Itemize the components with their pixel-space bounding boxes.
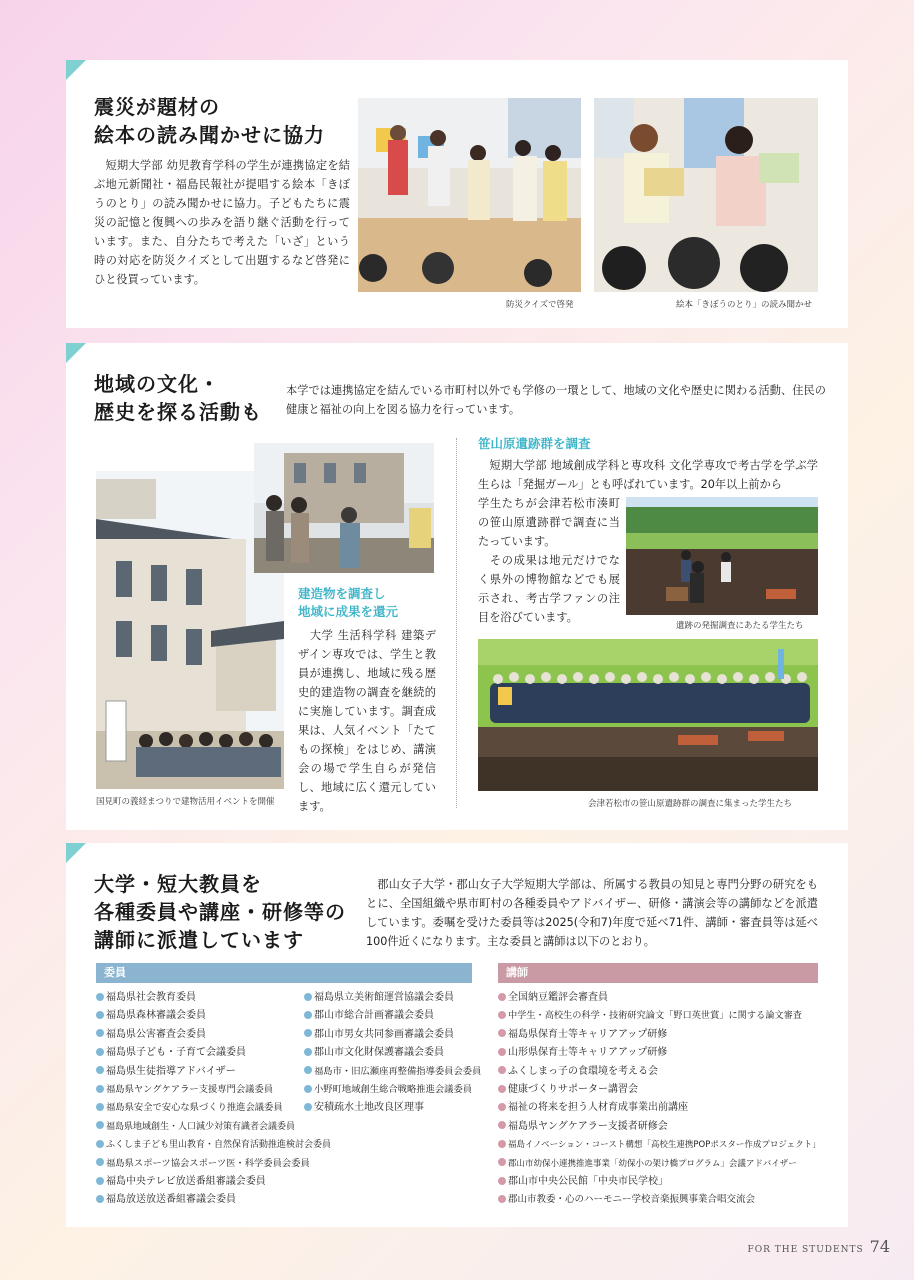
section-disaster-picturebook xyxy=(66,60,848,328)
section2-title-line1: 地域の文化・ xyxy=(94,372,220,396)
list-item: 全国納豆鑑評会審査員 xyxy=(498,989,821,1007)
committee-list-col1 xyxy=(96,989,331,1210)
section1-title-line1: 震災が題材の xyxy=(94,95,220,119)
section2-sub1-body: 大学 生活科学科 建築デザイン専攻では、学生と教員が連携し、地域に残る歴史的建造物の調査を継続的に実施しています。調査成果は、人気イベント「たてもの探検」をはじめ、講演会の場で学生自らが発信し、地域に広く還元しています。 xyxy=(298,629,436,813)
subhead-sasayamahara: 笹山原遺跡群を調査 xyxy=(478,436,591,451)
section-faculty-dispatch xyxy=(66,843,848,1227)
corner-accent xyxy=(66,343,86,363)
list-item: 郡山市男女共同参画審議会委員 xyxy=(304,1026,481,1044)
photo-group-at-site xyxy=(478,639,818,791)
photo-group-at-site-image xyxy=(478,639,818,791)
section2-title-line2: 歴史を探る活動も xyxy=(94,400,262,424)
committee-list-col2 xyxy=(304,989,481,1118)
section2-intro: 本学では連携協定を結んでいる市町村以外でも学修の一環として、地域の文化や歴史に関わる活動、住民の健康と福祉の向上を図る協力を行っています。 xyxy=(286,384,826,416)
list-item: 福島県安全で安心な県づくり推進会議委員 xyxy=(96,1099,331,1117)
list-item: 福島県生徒指導アドバイザー xyxy=(96,1063,331,1081)
list-item: 福祉の将来を担う人材育成事業出前講座 xyxy=(498,1099,821,1117)
list-item: 郡山市教委・心のハーモニー学校音楽振興事業合唱交流会 xyxy=(498,1191,821,1209)
caption-disaster-quiz: 防災クイズで啓発 xyxy=(506,300,574,310)
list-item: 福島県社会教育委員 xyxy=(96,989,331,1007)
list-item: 安積疏水土地改良区理事 xyxy=(304,1099,481,1117)
list-item: 郡山市中央公民館「中央市民学校」 xyxy=(498,1173,821,1191)
list-item: 福島放送放送番組審議会委員 xyxy=(96,1191,331,1209)
section3-title-line3: 講師に派遣しています xyxy=(94,928,304,952)
list-item: 福島県スポーツ協会スポーツ医・科学委員会委員 xyxy=(96,1155,331,1173)
list-item: 郡山市総合計画審議会委員 xyxy=(304,1007,481,1025)
list-item: 福島中央テレビ放送番組審議会委員 xyxy=(96,1173,331,1191)
list-item: 郡山市幼保小連携推進事業「幼保小の架け橋プログラム」会議アドバイザー xyxy=(498,1155,821,1173)
caption-historic-building: 国見町の義経まつりで建物活用イベントを開催 xyxy=(96,797,275,807)
list-item: 福島県ヤングケアラー支援者研修会 xyxy=(498,1118,821,1136)
page-number: 74 xyxy=(869,1237,890,1256)
section3-title-line1: 大学・短大教員を xyxy=(94,872,262,896)
section2-sub2-body1: 短期大学部 地域創成学科と専攻科 文化学専攻で考古学を学ぶ学生らは「発掘ガール」とも呼ばれています。20年以上前から xyxy=(478,459,818,491)
list-item: 福島県子ども・子育て会議委員 xyxy=(96,1044,331,1062)
subhead-building-survey-line2: 地域に成果を還元 xyxy=(298,604,399,619)
list-item: 福島県公害審査会委員 xyxy=(96,1026,331,1044)
photo-disaster-quiz xyxy=(358,98,581,292)
photo-picturebook-reading xyxy=(594,98,818,292)
footer-label: FOR THE STUDENTS xyxy=(747,1245,864,1255)
list-item: 福島イノベーション・コースト構想「高校生連携POPポスター作成プロジェクト」 xyxy=(498,1136,821,1154)
list-item: 福島市・旧広瀬座再整備指導委員会委員 xyxy=(304,1063,481,1081)
list-item: 福島県地域創生・人口減少対策有識者会議委員 xyxy=(96,1118,331,1136)
list-item: 郡山市文化財保護審議会委員 xyxy=(304,1044,481,1062)
list-item: 福島県保育士等キャリアアップ研修 xyxy=(498,1026,821,1044)
list-item: 小野町地域創生総合戦略推進会議委員 xyxy=(304,1081,481,1099)
subhead-building-survey-line1: 建造物を調査し xyxy=(298,586,386,601)
list-item: 山形県保育士等キャリアアップ研修 xyxy=(498,1044,821,1062)
photo-excavation xyxy=(626,497,818,615)
photo-building-survey xyxy=(254,443,434,573)
committee-header: 委員 xyxy=(96,963,472,983)
corner-accent xyxy=(66,60,86,80)
photo-picturebook-reading-image xyxy=(594,98,818,292)
list-item: 福島県森林審議会委員 xyxy=(96,1007,331,1025)
section3-title-line2: 各種委員や講座・研修等の xyxy=(94,900,346,924)
photo-excavation-image xyxy=(626,497,818,615)
list-item: ふくしまっ子の食環境を考える会 xyxy=(498,1063,821,1081)
photo-building-survey-image xyxy=(254,443,434,573)
section1-title-line2: 絵本の読み聞かせに協力 xyxy=(94,123,325,147)
caption-group-at-site: 会津若松市の笹山原遺跡群の調査に集まった学生たち xyxy=(588,799,793,809)
page-footer xyxy=(748,1237,890,1256)
section-local-culture-history xyxy=(66,343,848,830)
caption-excavation: 遺跡の発掘調査にあたる学生たち xyxy=(676,621,804,631)
list-item: 福島県立美術館運営協議会委員 xyxy=(304,989,481,1007)
list-item: 中学生・高校生の科学・技術研究論文「野口英世賞」に関する論文審査 xyxy=(498,1007,821,1025)
list-item: 福島県ヤングケアラー支援専門会議委員 xyxy=(96,1081,331,1099)
section2-sub2-body2: 学生たちが会津若松市湊町の笹山原遺跡群で調査に当たっています。 その成果は地元だけでなく県外の博物館などでも展示され、考古学ファンの注目を浴びています。 xyxy=(478,497,620,624)
corner-accent xyxy=(66,843,86,863)
column-divider xyxy=(456,438,457,808)
photo-disaster-quiz-image xyxy=(358,98,581,292)
lecturer-header: 講師 xyxy=(498,963,818,983)
section3-intro: 郡山女子大学・郡山女子大学短期大学部は、所属する教員の知見と専門分野の研究をもとに、全国組織や県市町村の各種委員やアドバイザー、研修・講演会等の講師などを派遣しています。委嘱を受けた委員等は2025(令和7)年度で延べ71件、講師・審査員等は延べ100件近くになります。主な委員と講師は以下のとおり。 xyxy=(366,878,818,948)
list-item: 健康づくりサポーター講習会 xyxy=(498,1081,821,1099)
section1-body: 短期大学部 幼児教育学科の学生が連携協定を結ぶ地元新聞社・福島民報社が提唱する絵本「きぼうのとり」の読み聞かせに協力。子どもたちに震災の記憶と復興への歩みを語り継ぐ活動を行っています。また、自分たちで考えた「いざ」という時の対応を防災クイズとして出題するなど啓発にひと役買っています。 xyxy=(94,159,350,286)
list-item: ふくしま子ども里山教育・自然保育活動推進検討会委員 xyxy=(96,1136,331,1154)
lecturer-list xyxy=(498,989,821,1210)
caption-picturebook-reading: 絵本「きぼうのとり」の読み聞かせ xyxy=(676,300,813,310)
